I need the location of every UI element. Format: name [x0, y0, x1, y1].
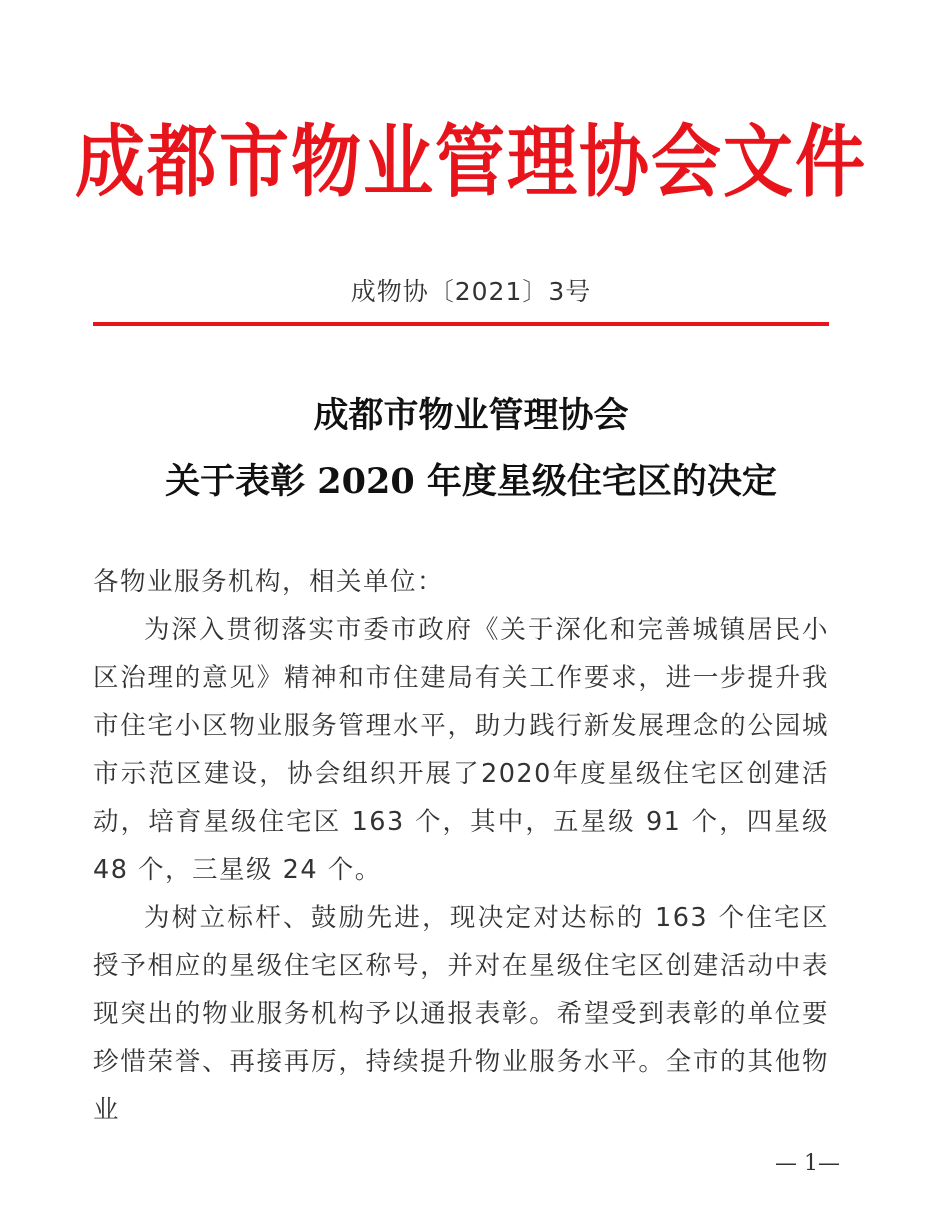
document-number: 成物协〔2021〕3号	[350, 277, 592, 306]
salutation: 各物业服务机构，相关单位：	[93, 567, 445, 597]
page-number: — 1—	[775, 1151, 840, 1176]
document-body	[93, 558, 829, 1134]
body-paragraph: 为深入贯彻落实市委市政府《关于深化和完善城镇居民小区治理的意见》精神和市住建局有关工作要求，进一步提升我市住宅小区物业服务管理水平，助力践行新发展理念的公园城市示范区建设，协会组织开展了2020年度星级住宅区创建活动，培育星级住宅区 163 个，其中，五星级 91 个，四星级 48 个，三星级 24 个。	[93, 615, 829, 885]
document-title	[0, 388, 942, 510]
header-divider-rule	[93, 322, 829, 326]
document-header-title: 成都市物业管理协会文件	[75, 114, 867, 208]
title-line-2: 关于表彰 2020 年度星级住宅区的决定	[165, 461, 777, 502]
title-line-1: 成都市物业管理协会	[313, 395, 629, 436]
body-paragraph: 为树立标杆、鼓励先进，现决定对达标的 163 个住宅区授予相应的星级住宅区称号，并对在星级住宅区创建活动中表现突出的物业服务机构予以通报表彰。希望受到表彰的单位要珍惜荣誉、再接再厉，持续提升物业服务水平。全市的其他物业	[93, 903, 829, 1125]
